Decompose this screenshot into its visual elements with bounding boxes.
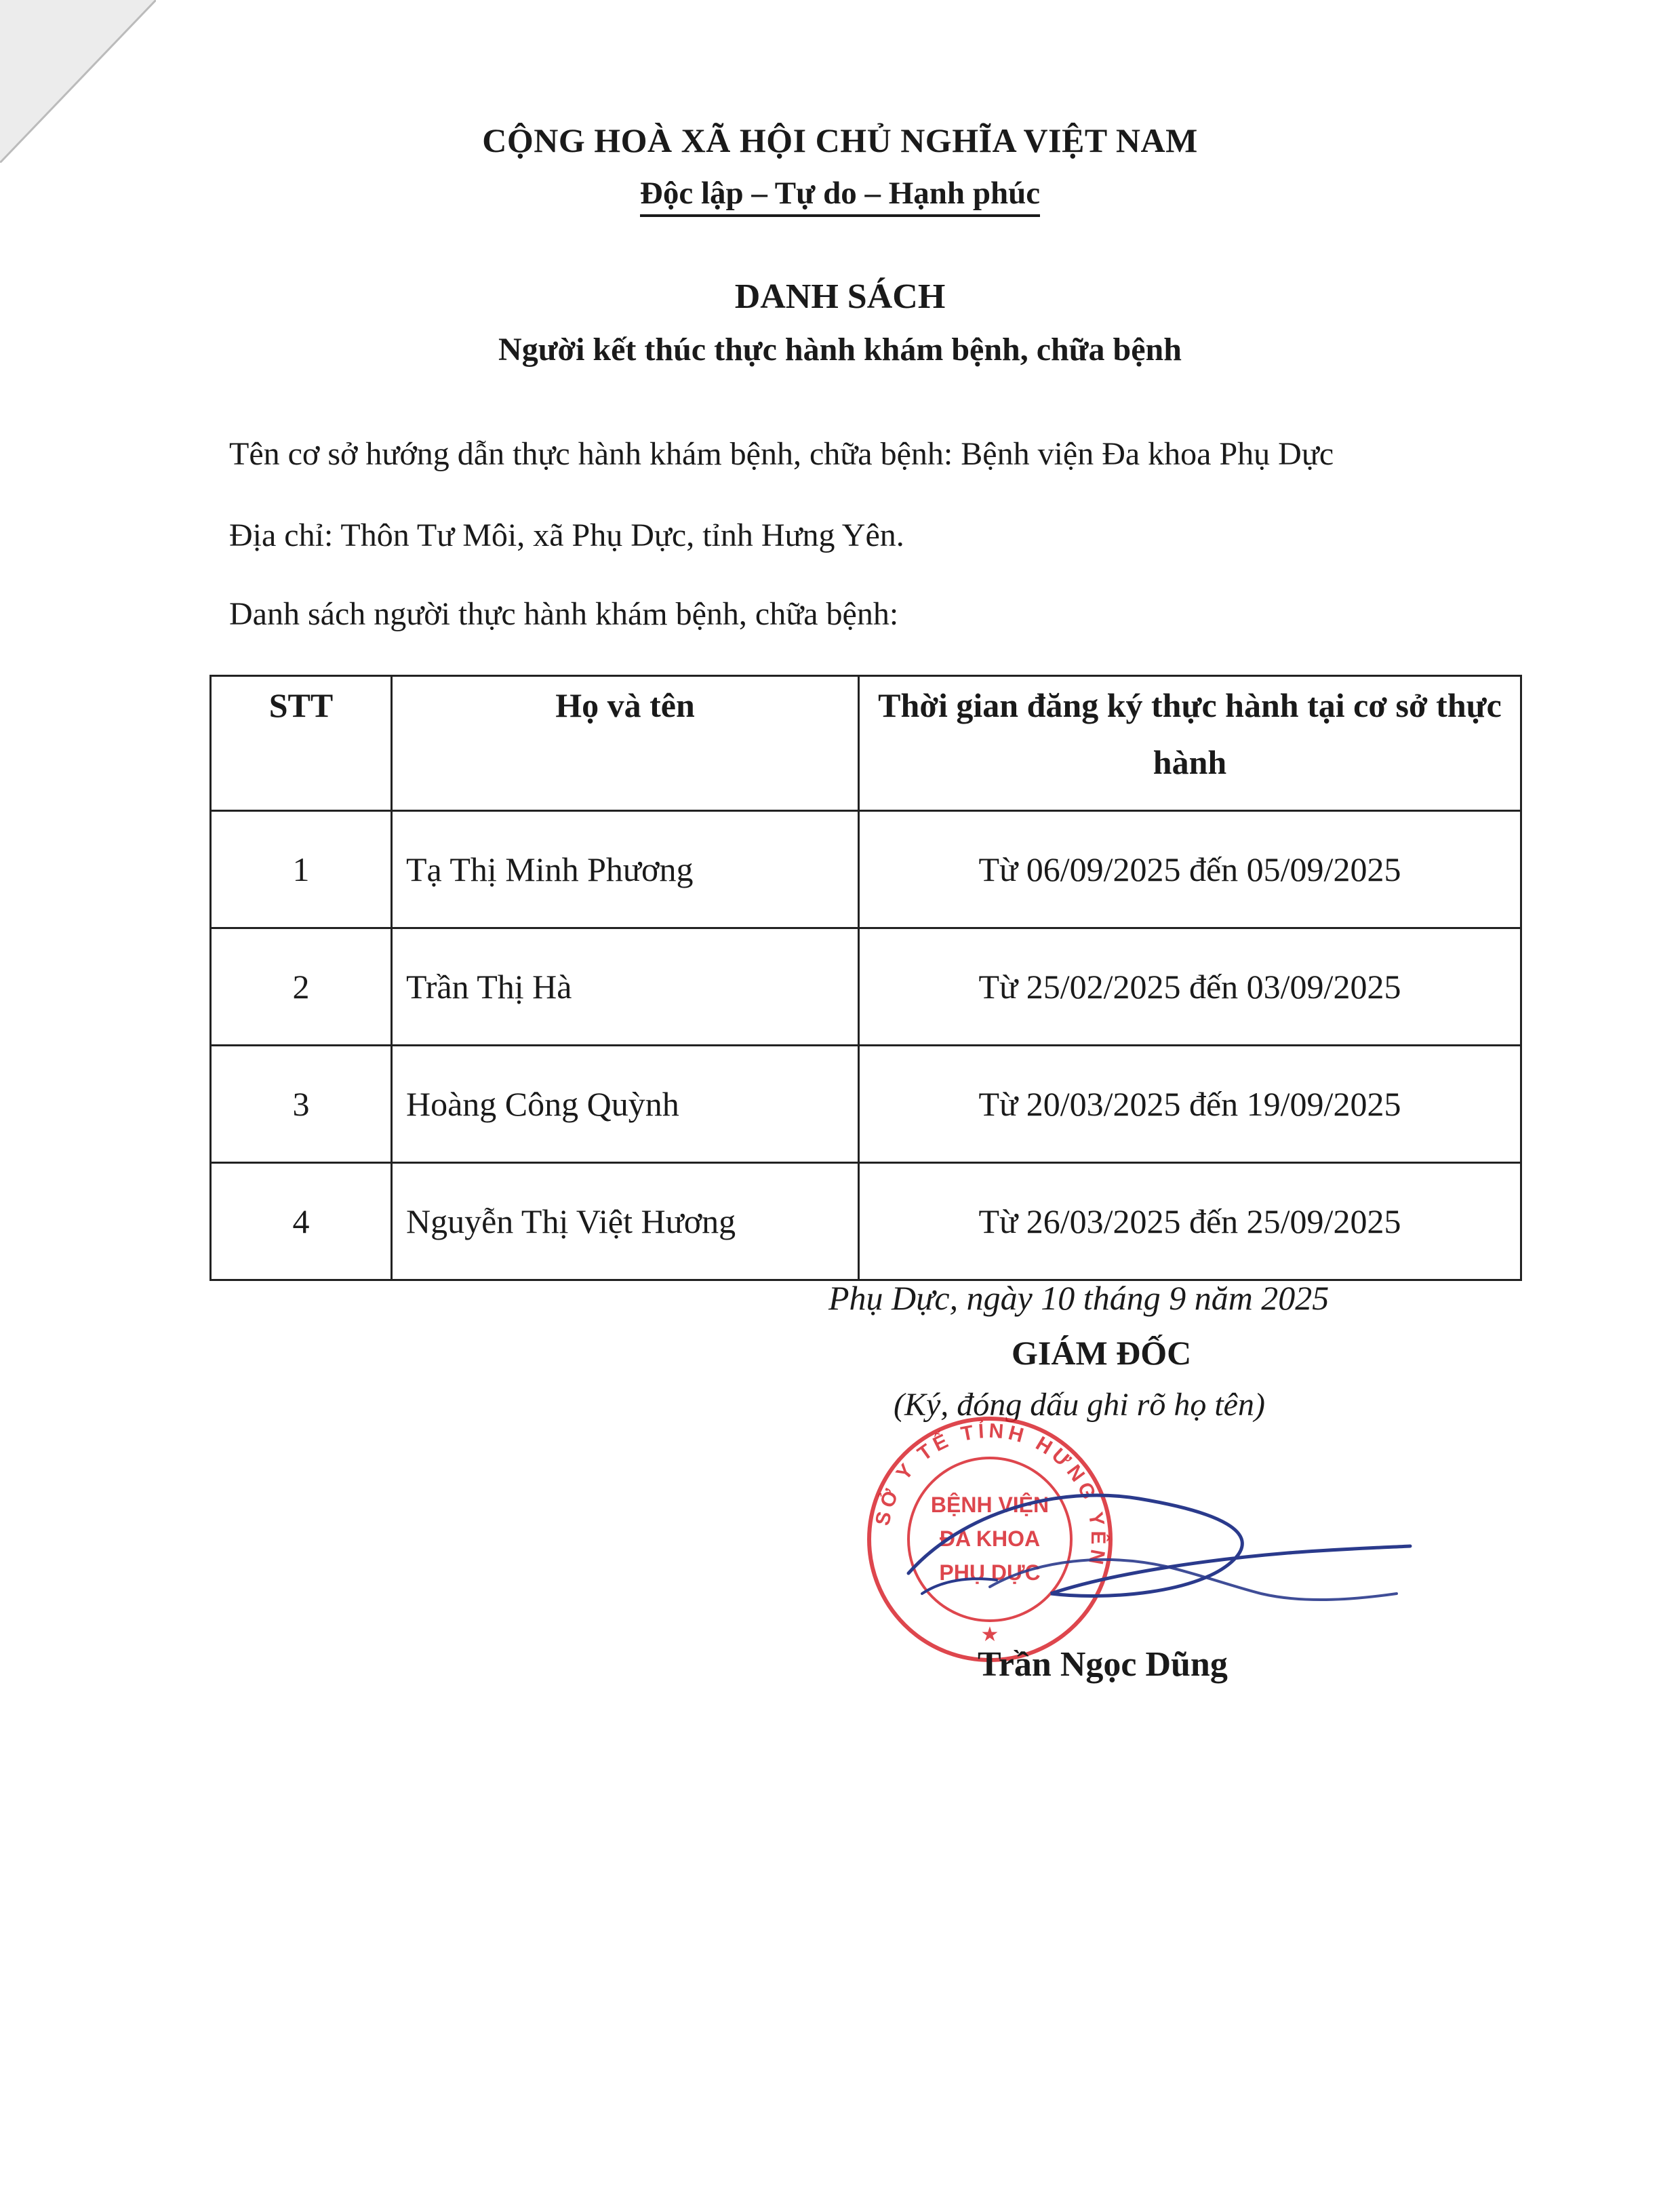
place-date-line: Phụ Dực, ngày 10 tháng 9 năm 2025 — [828, 1279, 1329, 1317]
cell-name: Tạ Thị Minh Phương — [392, 811, 859, 928]
cell-name: Trần Thị Hà — [392, 928, 859, 1046]
national-title: CỘNG HOÀ XÃ HỘI CHỦ NGHĨA VIỆT NAM — [482, 121, 1198, 159]
cell-stt: 1 — [211, 811, 392, 928]
document-subtitle: Người kết thúc thực hành khám bệnh, chữa bệnh — [498, 332, 1182, 368]
cell-period: Từ 25/02/2025 đến 03/09/2025 — [859, 928, 1521, 1046]
facility-line: Tên cơ sở hướng dẫn thực hành khám bệnh, chữa bệnh: Bệnh viện Đa khoa Phụ Dực — [229, 436, 1334, 472]
cell-stt: 3 — [211, 1046, 392, 1163]
address-line: Địa chỉ: Thôn Tư Môi, xã Phụ Dực, tỉnh Hưng Yên. — [229, 517, 904, 553]
national-motto: Độc lập – Tự do – Hạnh phúc — [640, 175, 1040, 217]
practitioner-table — [209, 675, 1522, 1281]
cell-name: Hoàng Công Quỳnh — [392, 1046, 859, 1163]
table-row — [211, 928, 1521, 1046]
motto-wrap — [0, 175, 1680, 217]
table-row — [211, 811, 1521, 928]
table-header-row — [211, 676, 1521, 811]
list-intro: Danh sách người thực hành khám bệnh, chữa bệnh: — [229, 596, 899, 632]
header-period: Thời gian đăng ký thực hành tại cơ sở thực hành — [859, 676, 1521, 811]
cell-name: Nguyễn Thị Việt Hương — [392, 1163, 859, 1280]
table-row — [211, 1163, 1521, 1280]
position-title: GIÁM ĐỐC — [1012, 1334, 1192, 1372]
stamp-line-1: BỆNH VIỆN — [930, 1493, 1049, 1517]
stamp-line-2: ĐA KHOA — [939, 1526, 1041, 1551]
stamp-star-icon: ★ — [980, 1623, 999, 1646]
cell-stt: 2 — [211, 928, 392, 1046]
header-stt: STT — [211, 676, 392, 811]
stamp-ring-text: SỞ Y TẾ TỈNH HƯNG YÊN — [871, 1419, 1110, 1571]
table-row — [211, 1046, 1521, 1163]
header-name: Họ và tên — [392, 676, 859, 811]
signature-note: (Ký, đóng dấu ghi rõ họ tên) — [894, 1387, 1265, 1423]
handwritten-signature — [881, 1458, 1424, 1661]
cell-period: Từ 06/09/2025 đến 05/09/2025 — [859, 811, 1521, 928]
cell-period: Từ 26/03/2025 đến 25/09/2025 — [859, 1163, 1521, 1280]
signer-name: Trần Ngọc Dũng — [978, 1645, 1228, 1684]
stamp-line-3: PHỤ DỰC — [939, 1560, 1041, 1585]
cell-period: Từ 20/03/2025 đến 19/09/2025 — [859, 1046, 1521, 1163]
cell-stt: 4 — [211, 1163, 392, 1280]
document-title: DANH SÁCH — [734, 277, 946, 316]
